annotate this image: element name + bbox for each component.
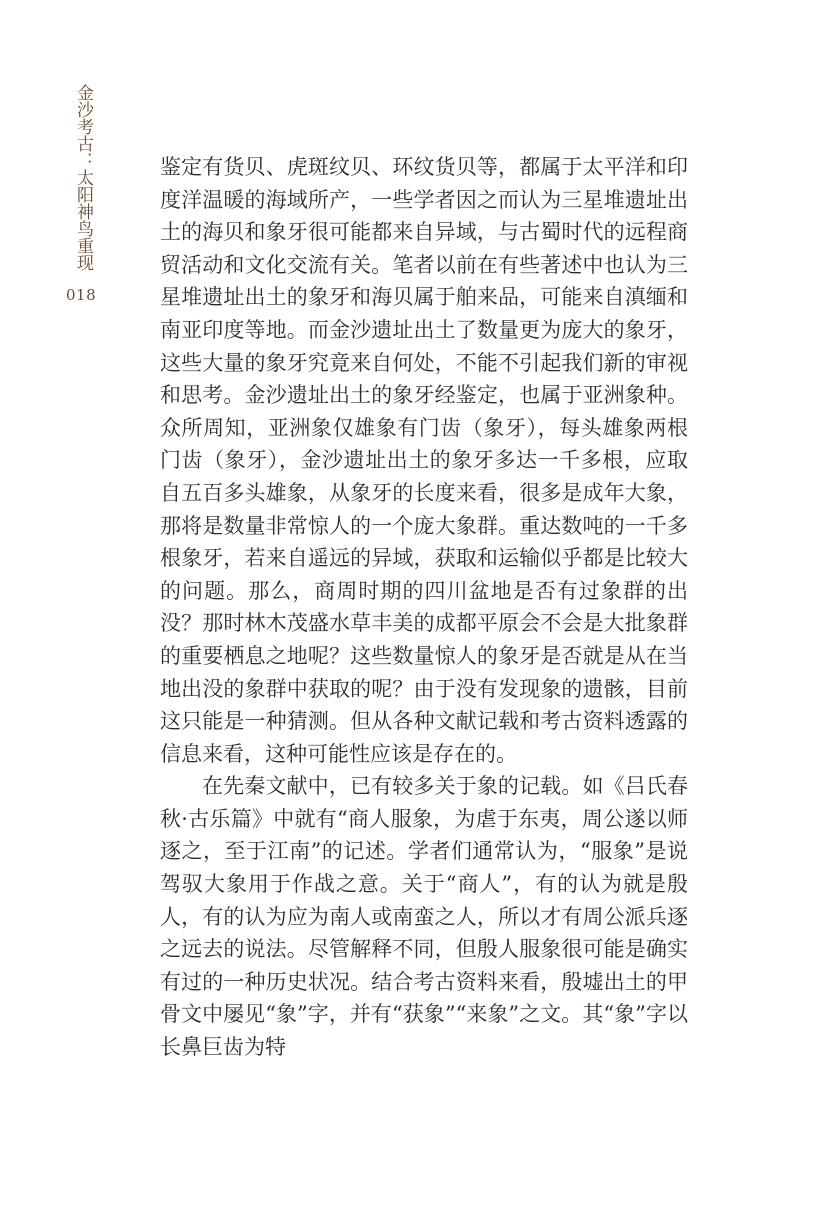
- body-text: [160, 151, 688, 1064]
- page-number: 018: [66, 286, 97, 304]
- paragraph: 鉴定有货贝、虎斑纹贝、环纹货贝等，都属于太平洋和印度洋温暖的海域所产，一些学者因之而认为三星堆遗址出土的海贝和象牙很可能都来自异域，与古蜀时代的远程商贸活动和文化交流有关。笔者以前在有些著述中也认为三星堆遗址出土的象牙和海贝属于舶来品，可能来自滇缅和南亚印度等地。而金沙遗址出土了数量更为庞大的象牙，这些大量的象牙究竟来自何处，不能不引起我们新的审视和思考。金沙遗址出土的象牙经鉴定，也属于亚洲象种。众所周知，亚洲象仅雄象有门齿（象牙），每头雄象两根门齿（象牙），金沙遗址出土的象牙多达一千多根，应取自五百多头雄象，从象牙的长度来看，很多是成年大象，那将是数量非常惊人的一个庞大象群。重达数吨的一千多根象牙，若来自遥远的异域，获取和运输似乎都是比较大的问题。那么，商周时期的四川盆地是否有过象群的出没？那时林木茂盛水草丰美的成都平原会不会是大批象群的重要栖息之地呢？这些数量惊人的象牙是否就是从在当地出没的象群中获取的呢？由于没有发现象的遗骸，目前这只能是一种猜测。但从各种文献记载和考古资料透露的信息来看，这种可能性应该是存在的。: [160, 155, 688, 766]
- paragraph: 在先秦文献中，已有较多关于象的记载。如《吕氏春秋·古乐篇》中就有“商人服象，为虐于东夷，周公遂以师逐之，至于江南”的记述。学者们通常认为，“服象”是说驾驭大象用于作战之意。关于“商人”，有的认为就是殷人，有的认为应为南人或南蛮之人，所以才有周公派兵逐之远去的说法。尽管解释不同，但殷人服象很可能是确实有过的一种历史状况。结合考古资料来看，殷墟出土的甲骨文中屡见“象”字，并有“获象”“来象”之文。其“象”字以长鼻巨齿为特: [160, 774, 688, 1060]
- running-head: 金沙考古：太阳神鸟重现: [73, 84, 93, 271]
